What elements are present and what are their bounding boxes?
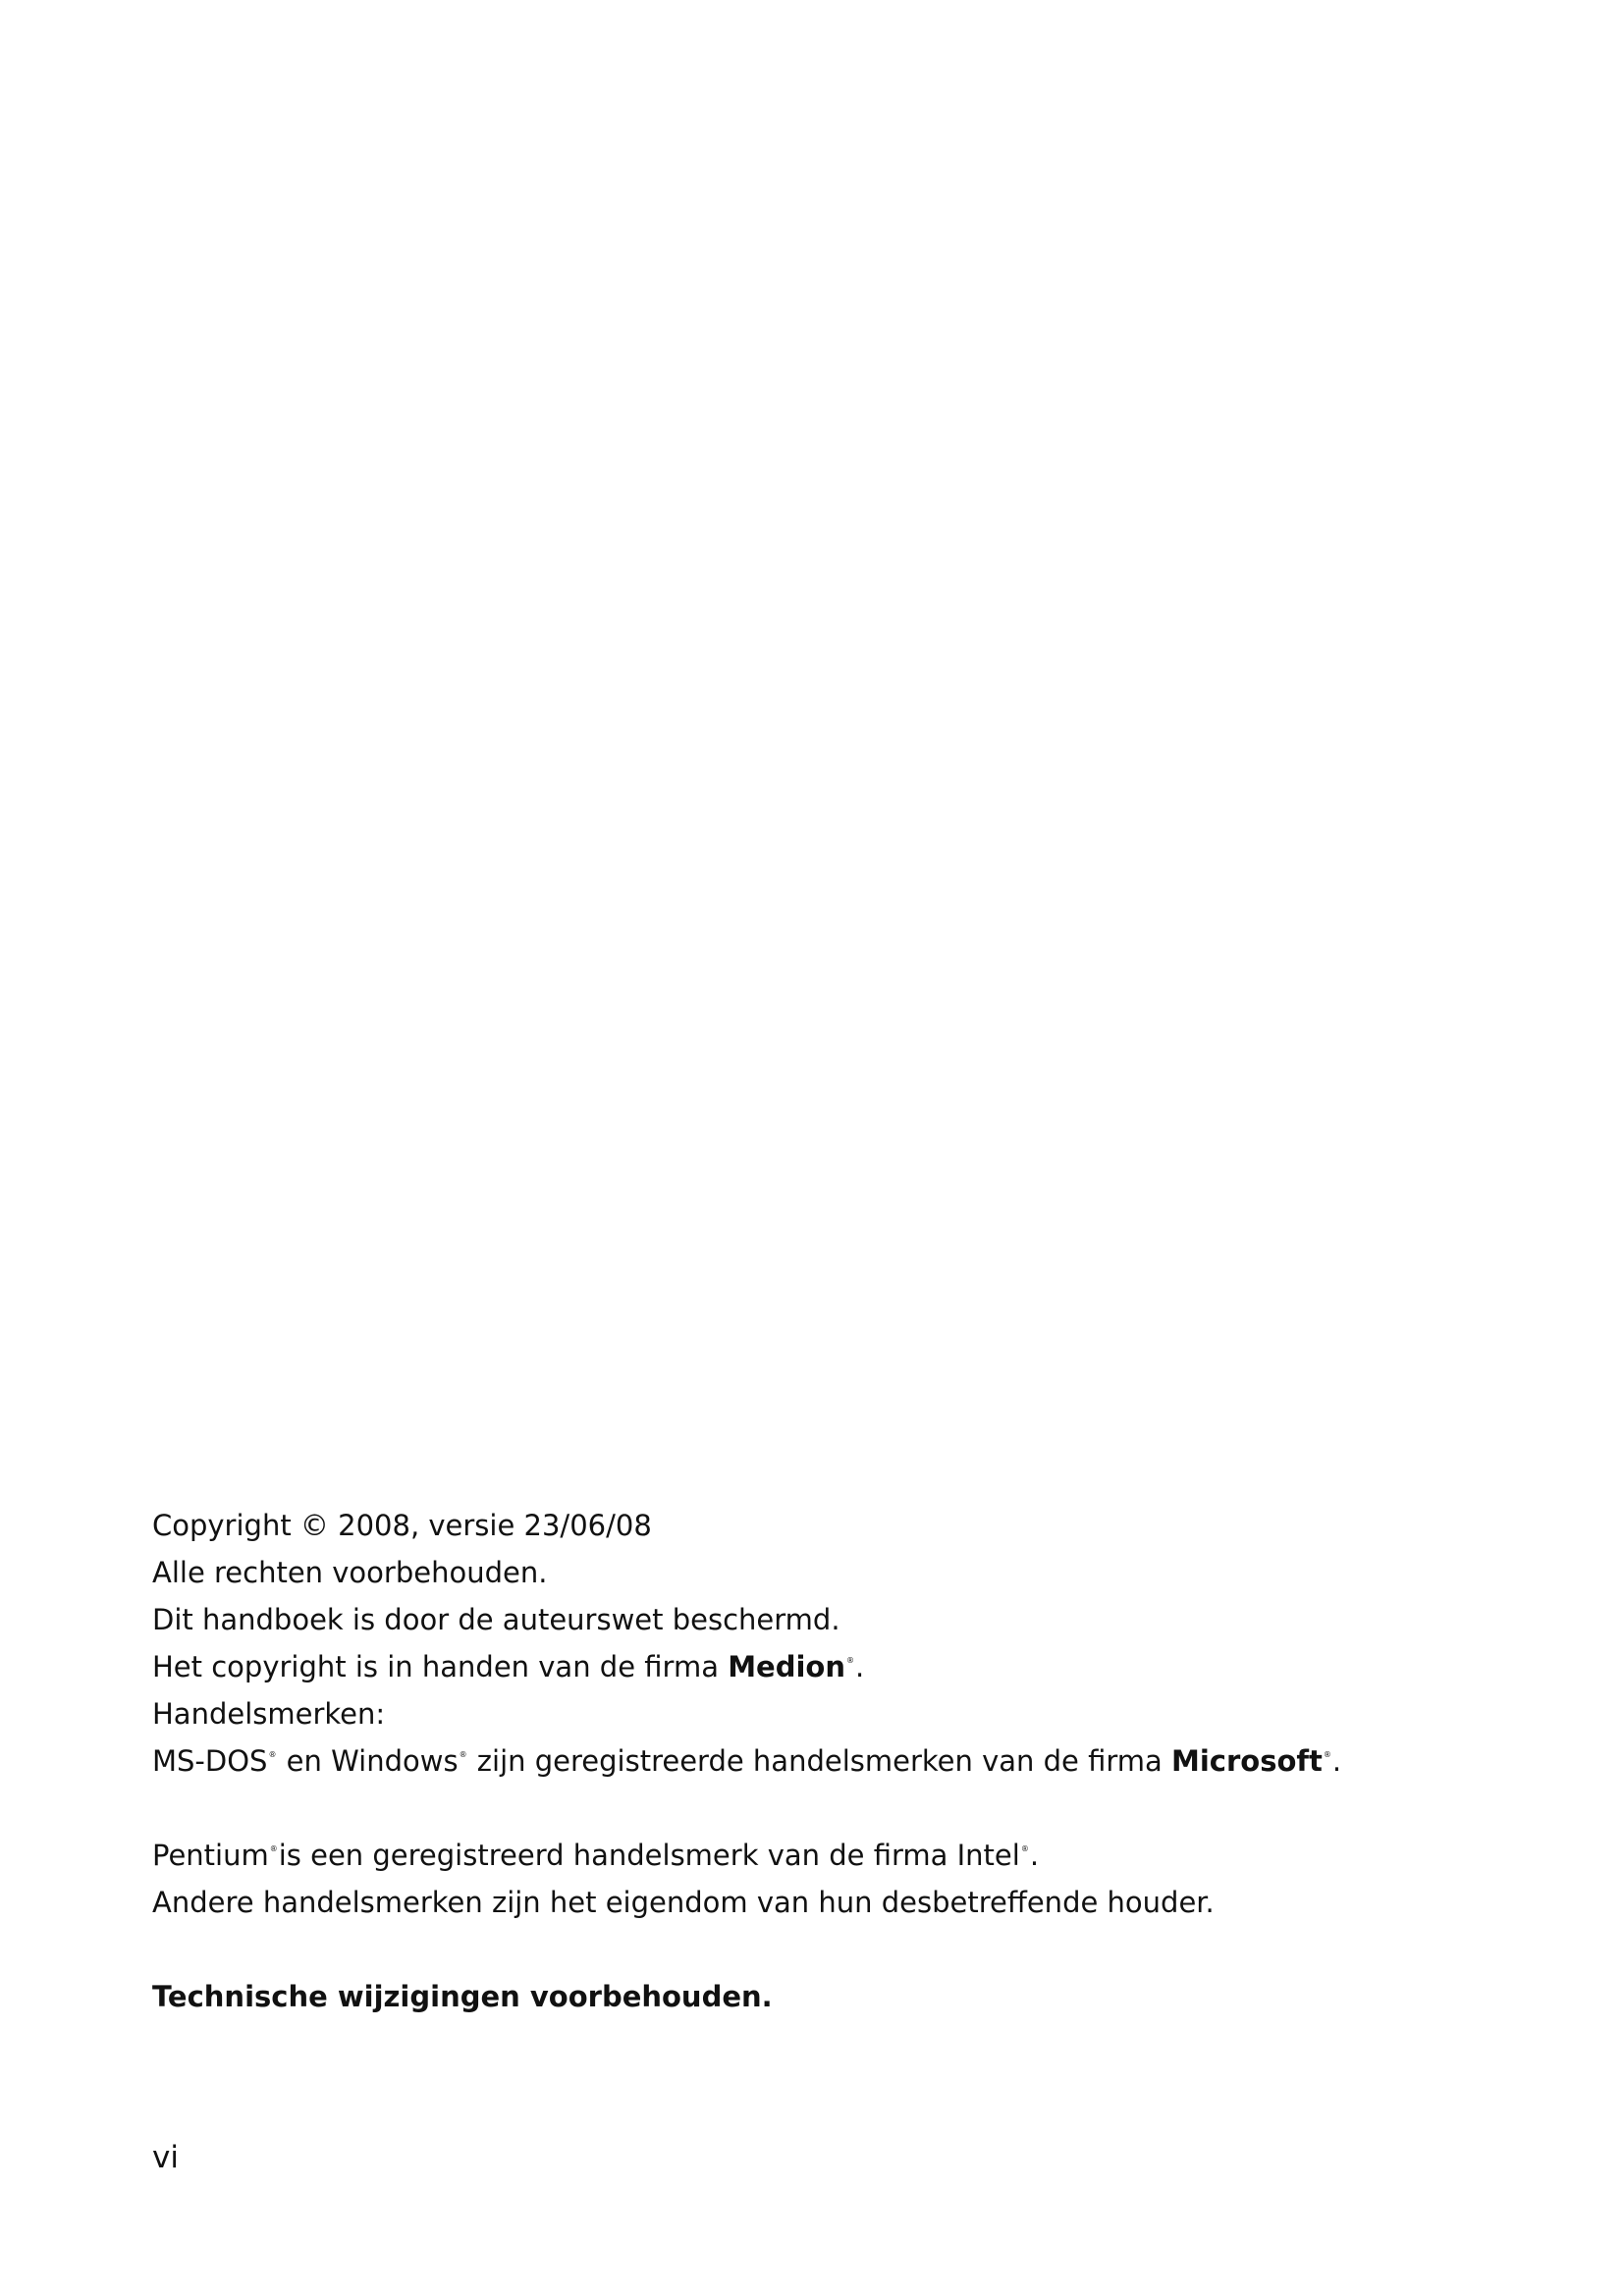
pentium-name: Pentium xyxy=(152,1839,269,1872)
medion-period: . xyxy=(855,1650,865,1683)
copyright-holder-prefix: Het copyright is in handen van de firma xyxy=(152,1650,729,1683)
microsoft-name: Microsoft xyxy=(1171,1744,1323,1778)
technical-changes-line: Technische wijzigingen voorbehouden. xyxy=(152,1980,773,2013)
copyright-line: Copyright © 2008, versie 23/06/08 xyxy=(152,1509,652,1542)
intel-period: . xyxy=(1029,1839,1040,1872)
intel-registered-mark: ® xyxy=(1020,1844,1029,1853)
medion-name: Medion xyxy=(728,1650,845,1683)
intel-text: is een geregistreerd handelsmerk van de firma Intel xyxy=(278,1839,1020,1872)
trademarks-heading: Handelsmerken: xyxy=(152,1697,386,1731)
pentium-line xyxy=(152,1832,1429,1879)
legal-notice xyxy=(152,1502,1429,2020)
other-trademarks-line: Andere handelsmerken zijn het eigendom van hun desbetreffende houder. xyxy=(152,1886,1215,1919)
microsoft-prefix: zijn geregistreerde handelsmerken van de firma xyxy=(467,1744,1171,1778)
ms-dos-registered-mark: ® xyxy=(268,1750,277,1759)
protection-line: Dit handboek is door de auteurswet beschermd. xyxy=(152,1603,840,1636)
pentium-registered-mark: ® xyxy=(269,1844,278,1853)
microsoft-trademarks-line xyxy=(152,1737,1429,1785)
page-number: vi xyxy=(152,2140,179,2175)
medion-registered-mark: ® xyxy=(846,1656,854,1665)
microsoft-period: . xyxy=(1331,1744,1342,1778)
microsoft-registered-mark: ® xyxy=(1323,1750,1331,1759)
windows-name: en Windows xyxy=(277,1744,459,1778)
rights-line: Alle rechten voorbehouden. xyxy=(152,1556,548,1589)
copyright-holder-line xyxy=(152,1643,1429,1690)
ms-dos-name: MS-DOS xyxy=(152,1744,268,1778)
windows-registered-mark: ® xyxy=(459,1750,467,1759)
